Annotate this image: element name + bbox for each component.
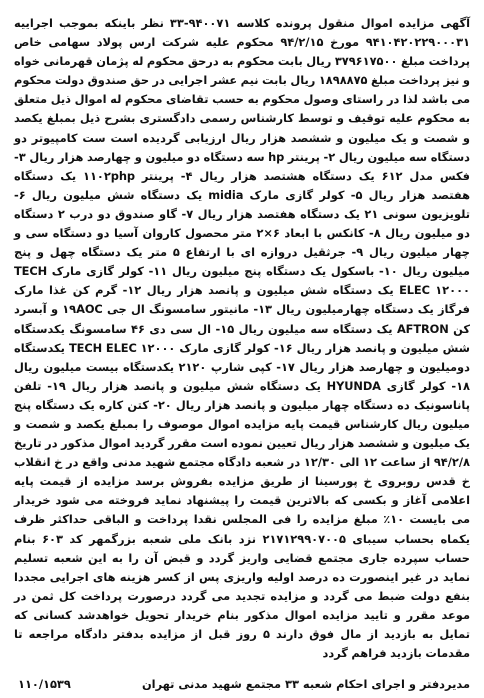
footer-office-title: مدیردفتر و اجرای احکام شعبه ۳۳ مجتمع شهید مدنی تهران — [141, 677, 470, 691]
footer-reference-code: ۱۱۰/۱۵۳۹ — [18, 677, 71, 691]
notice-body-text: آگهی مزایده اموال منقول پرونده کلاسه ۹۴۰۰۷۱-۳۳ نظر باینکه بموجب اجراییه ۹۴۱۰۴۲۰۲۲۹۰۰۰۳۱ مورخ ۹۴/۲/۱۵ محکوم علیه شرکت ارس پولاد سهامی خاص پرداخت مبلغ ۳۷۹۶۱۷۵۰۰ ریال بابت محکوم به درحق محکوم له پژمان قهرمانی خواه و نیز پرداخت مبلغ ۱۸۹۸۸۷۵ ریال بابت نیم عشر اجرایی در حق صندوق دولت محکوم می باشد لذا در راستای وصول محکوم به حسب تقاضای محکوم له اموال ذیل متعلق به محکوم علیه توقیف و توسط کارشناس رسمی دادگستری بشرح ذیل بمبلغ یکصد و شصت و یک میلیون و ششصد هزار ریال ارزیابی گردیده است ست کامپیوتر دو دستگاه سه میلیون ریال ۲- پرینتر hp سه دستگاه دو میلیون و چهارصد هزار ریال ۳- فکس مدل ۶۱۲ یک دستگاه هشتصد هزار ریال ۴- پرینتر ۱۱۰۲php یک دستگاه هفتصد هزار ریال ۵- کولر گازی مارک midia یک دستگاه شش میلیون ریال ۶- تلویزیون سونی ۲۱ یک دستگاه هفتصد هزار ریال ۷- گاو صندوق دو درب ۲ دستگاه دو میلیون ریال ۸- کانکس با ابعاد ۶×۲ متر محصول کاروان آسیا دو دستگاه سی و چهار میلیون ریال ۹- جرثقیل دروازه ای با ارتفاع ۵ متر یک دستگاه چهل و پنج میلیون ریال ۱۰- باسکول یک دستگاه پنج میلیون ریال ۱۱- کولر گازی مارک TECH ELEC ۱۲۰۰۰ یک دستگاه شش میلیون و پانصد هزار ریال ۱۲- گرم کن غذا مارک فرگاز یک دستگاه چهارمیلیون ریال ۱۳- مانیتور سامسونگ ال جی ۱۹AOC و آبسرد کن AFTRON یک دستگاه سه میلیون ریال ۱۵- ال سی دی ۴۶ سامسونگ یکدستگاه شش میلیون و پانصد هزار ریال ۱۶- کولر گازی مارک TECH ELEC ۱۲۰۰۰ یکدستگاه دومیلیون و چهارصد هزار ریال ۱۷- کپی شارپ ۲۱۲۰ یکدستگاه بیست میلیون ریال ۱۸- کولر گازی HYUNDA یک دستگاه شش میلیون و پانصد هزار ریال ۱۹- تلفن پاناسونیک ده دستگاه چهار میلیون و پانصد هزار ریال ۲۰- کتن کاره یک دستگاه پنج میلیون ریال کارشناس قیمت پایه مزایده اموال موصوف را بمبلغ یکصد و شصت و یک میلیون و ششصد هزار ریال تعیین نموده است مقرر گردید اموال مذکور در تاریخ ۹۴/۲/۸ از ساعت ۱۲ الی ۱۲/۳۰ در شعبه دادگاه مجتمع شهید مدنی واقع در خ انقلاب خ قدس روبروی خ پورسینا از طریق مزایده بفروش برسد مزایده از قیمت پایه اعلامی آغاز و بکسی که بالاترین قیمت را پیشنهاد نماید فروخته می شود خریدار می بایست ۱۰٪ مبلغ مزایده را فی المجلس نقدا پرداخت و الباقی حداکثر ظرف یکماه بحساب سیبای ۲۱۷۱۲۹۹۰۷۰۰۵ نزد بانک ملی شعبه بزرگمهر کد ۶۰۳ بنام حساب سپرده جاری مجتمع قضایی واریز گردد و قبض آن را به این شعبه تسلیم نماید در غیر اینصورت ده درصد اولیه واریزی پس از کسر هزینه های اجرایی مجددا بنفع دولت ضبط می گردد و مزایده تجدید می گردد درصورت پرداخت کل ثمن در موعد مقرر و تایید مزایده اموال مذکور بنام خریدار تحویل خواهدشد کسانی که تمایل به بازدید از مال فوق دارند ۵ روز قبل از مزایده بدفتر دادگاه مراجعه تا مقدمات بازدید فراهم گردد — [14, 16, 471, 661]
notice-footer — [14, 674, 470, 694]
